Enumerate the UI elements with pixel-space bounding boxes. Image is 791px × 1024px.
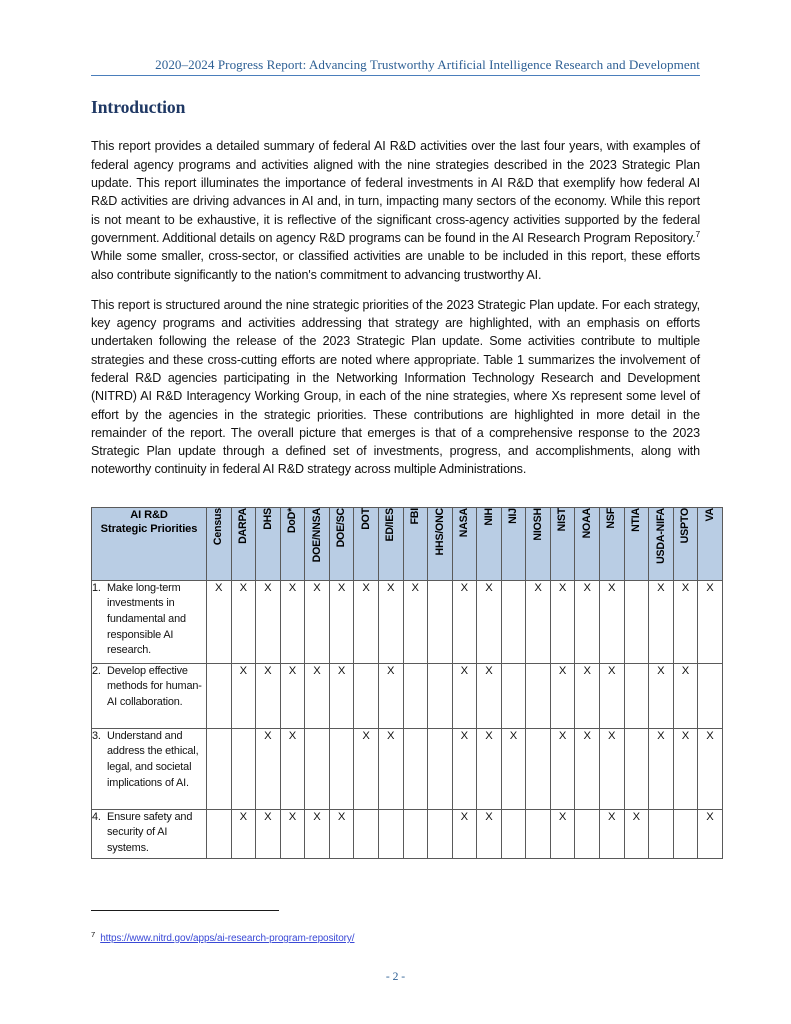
matrix-cell: X <box>550 580 575 663</box>
column-header-label: NIST <box>556 507 569 532</box>
column-header-label: DARPA <box>237 507 250 544</box>
column-header-uspto <box>673 507 698 580</box>
matrix-cell: X <box>280 728 305 809</box>
matrix-cell <box>207 728 232 809</box>
column-header-label: FBI <box>408 507 421 525</box>
priority-text: Understand and address the ethical, legal, and societal implications of AI. <box>107 729 199 789</box>
matrix-cell: X <box>575 728 600 809</box>
matrix-cell: X <box>305 663 330 728</box>
column-header-label: DOE/SC <box>335 507 348 548</box>
column-header-label: ED/IES <box>384 507 397 542</box>
matrix-cell: X <box>231 663 256 728</box>
column-header-label: DHS <box>261 507 274 530</box>
priority-number: 4. <box>92 810 101 823</box>
table-header-row <box>92 507 723 580</box>
table-row <box>92 728 723 809</box>
matrix-cell: X <box>600 809 625 858</box>
footnote-link[interactable]: https://www.nitrd.gov/apps/ai-research-program-repository/ <box>100 933 355 944</box>
corner-header-line-2: Strategic Priorities <box>100 523 198 536</box>
column-header-noaa <box>575 507 600 580</box>
matrix-cell <box>305 728 330 809</box>
matrix-cell: X <box>256 663 281 728</box>
matrix-cell: X <box>354 580 379 663</box>
priority-text: Ensure safety and security of AI systems. <box>107 810 193 854</box>
matrix-cell <box>624 663 649 728</box>
matrix-cell <box>624 728 649 809</box>
matrix-cell: X <box>280 809 305 858</box>
matrix-cell <box>207 663 232 728</box>
matrix-cell: X <box>649 728 674 809</box>
priority-label-cell <box>92 728 207 809</box>
matrix-cell <box>378 809 403 858</box>
matrix-cell: X <box>477 580 502 663</box>
matrix-cell <box>649 809 674 858</box>
page-title: Introduction <box>91 97 186 118</box>
priority-number: 2. <box>92 664 101 677</box>
column-header-hhs-onc <box>428 507 453 580</box>
column-header-usda-nifa <box>649 507 674 580</box>
matrix-cell: X <box>477 809 502 858</box>
matrix-cell: X <box>673 580 698 663</box>
table-header <box>92 507 723 580</box>
column-header-nsf <box>600 507 625 580</box>
matrix-cell: X <box>305 580 330 663</box>
matrix-cell: X <box>698 728 723 809</box>
matrix-cell: X <box>550 809 575 858</box>
matrix-cell: X <box>698 809 723 858</box>
matrix-cell: X <box>600 580 625 663</box>
footnote-number: 7 <box>91 929 96 939</box>
strategic-priorities-table <box>91 507 723 859</box>
intro-paragraph-1-text-a: This report provides a detailed summary of federal AI R&D activities over the last four years, with examples of federal agency programs and activities aligned with the nine strategies described in the 2023 Strategic Plan update. This report illuminates the importance of federal investments in AI R&D that exemplify how federal AI R&D activities are driving advances in AI and, in turn, impacting many sectors of the economy. While this report is not meant to be exhaustive, it is reflective of the significant cross-agency activities supported by the federal government. Additional details on agency R&D programs can be found in the AI Research Program Repository. <box>91 139 700 245</box>
table-body <box>92 580 723 858</box>
matrix-cell <box>354 809 379 858</box>
matrix-cell <box>501 809 526 858</box>
matrix-cell: X <box>452 728 477 809</box>
matrix-cell: X <box>280 663 305 728</box>
column-header-dot <box>354 507 379 580</box>
priority-text: Develop effective methods for human-AI collaboration. <box>107 664 202 708</box>
matrix-cell <box>428 663 453 728</box>
matrix-cell: X <box>256 809 281 858</box>
footnote-reference-marker[interactable]: 7 <box>695 228 700 239</box>
matrix-cell: X <box>378 728 403 809</box>
matrix-cell <box>624 580 649 663</box>
matrix-cell: X <box>526 580 551 663</box>
matrix-cell: X <box>403 580 428 663</box>
matrix-cell: X <box>673 663 698 728</box>
column-header-ntia <box>624 507 649 580</box>
column-header-label: HHS/ONC <box>433 507 446 556</box>
column-header-label: DOE/NNSA <box>310 507 323 563</box>
matrix-cell <box>501 580 526 663</box>
column-header-va <box>698 507 723 580</box>
matrix-cell <box>403 663 428 728</box>
matrix-cell <box>698 663 723 728</box>
matrix-cell <box>575 809 600 858</box>
column-header-niosh <box>526 507 551 580</box>
page-number: - 2 - <box>385 970 406 983</box>
table-row <box>92 809 723 858</box>
matrix-cell: X <box>305 809 330 858</box>
intro-paragraph-1 <box>91 137 700 283</box>
matrix-cell <box>428 580 453 663</box>
column-header-dhs <box>256 507 281 580</box>
matrix-cell: X <box>649 580 674 663</box>
table-corner-header <box>92 507 207 580</box>
matrix-cell: X <box>575 663 600 728</box>
column-header-label: NIOSH <box>531 507 544 541</box>
matrix-cell: X <box>329 580 354 663</box>
footnote-separator-rule <box>91 910 279 911</box>
matrix-cell: X <box>477 663 502 728</box>
column-header-nist <box>550 507 575 580</box>
matrix-cell: X <box>452 580 477 663</box>
table-row <box>92 580 723 663</box>
column-header-label: DOT <box>359 507 372 530</box>
matrix-cell <box>207 809 232 858</box>
column-header-label: NOAA <box>580 507 593 539</box>
column-header-nih <box>477 507 502 580</box>
intro-paragraph-1-text-b: While some smaller, cross-sector, or classified activities are unable to be included in this report, these efforts also contribute significantly to the nation's commitment to advancing trustworthy AI. <box>91 249 700 282</box>
matrix-cell <box>526 728 551 809</box>
column-header-census <box>207 507 232 580</box>
matrix-cell: X <box>600 728 625 809</box>
matrix-cell <box>526 809 551 858</box>
matrix-cell: X <box>452 809 477 858</box>
column-header-label: USPTO <box>679 507 692 544</box>
matrix-cell: X <box>673 728 698 809</box>
matrix-cell: X <box>624 809 649 858</box>
priority-label-cell <box>92 663 207 728</box>
matrix-cell <box>403 809 428 858</box>
matrix-cell: X <box>600 663 625 728</box>
matrix-cell <box>428 809 453 858</box>
matrix-cell: X <box>231 809 256 858</box>
column-header-label: USDA-NIFA <box>654 507 667 564</box>
priority-label-cell <box>92 580 207 663</box>
matrix-cell: X <box>452 663 477 728</box>
matrix-cell <box>526 663 551 728</box>
priority-number: 1. <box>92 581 101 594</box>
column-header-fbi <box>403 507 428 580</box>
matrix-cell <box>501 663 526 728</box>
column-header-label: NSF <box>605 507 618 529</box>
matrix-cell: X <box>256 728 281 809</box>
column-header-ed-ies <box>378 507 403 580</box>
column-header-label: NIH <box>482 507 495 526</box>
matrix-cell <box>673 809 698 858</box>
matrix-cell <box>354 663 379 728</box>
matrix-cell: X <box>231 580 256 663</box>
matrix-cell: X <box>501 728 526 809</box>
matrix-cell <box>403 728 428 809</box>
column-header-nasa <box>452 507 477 580</box>
matrix-cell: X <box>329 663 354 728</box>
matrix-cell: X <box>550 728 575 809</box>
column-header-darpa <box>231 507 256 580</box>
footnote-entry <box>91 929 700 944</box>
matrix-cell: X <box>280 580 305 663</box>
column-header-label: Census <box>212 507 225 545</box>
matrix-cell: X <box>207 580 232 663</box>
column-header-label: NIJ <box>507 507 520 524</box>
priority-label-cell <box>92 809 207 858</box>
column-header-label: NTIA <box>630 507 643 532</box>
matrix-cell: X <box>378 580 403 663</box>
column-header-label: VA <box>703 507 716 522</box>
matrix-cell <box>231 728 256 809</box>
column-header-doe-nnsa <box>305 507 330 580</box>
corner-header-line-1: AI R&D <box>130 508 168 521</box>
matrix-cell <box>428 728 453 809</box>
priority-text: Make long-term investments in fundamental and responsible AI research. <box>107 581 186 657</box>
table-row <box>92 663 723 728</box>
column-header-nij <box>501 507 526 580</box>
matrix-cell <box>329 728 354 809</box>
matrix-cell: X <box>698 580 723 663</box>
column-header-label: DoD* <box>286 507 299 533</box>
matrix-cell: X <box>354 728 379 809</box>
matrix-cell: X <box>329 809 354 858</box>
footnote-area <box>91 910 700 944</box>
column-header-doe-sc <box>329 507 354 580</box>
priority-number: 3. <box>92 729 101 742</box>
matrix-cell: X <box>575 580 600 663</box>
column-header-dod <box>280 507 305 580</box>
intro-paragraph-2: This report is structured around the nine strategic priorities of the 2023 Strategic Plan update. For each strategy, key agency programs and activities addressing that strategy are highlighted, with an emphasis on efforts undertaken following the release of the 2023 Strategic Plan update. Some activities contribute to multiple strategies and these cross-cutting efforts are noted where appropriate. Table 1 summarizes the involvement of federal R&D agencies participating in the Networking Information Technology Research and Development (NITRD) AI R&D Interagency Working Group, in each of the nine strategies, where Xs represent some level of effort by the agencies in the strategic priorities. These contributions are highlighted in more detail in the remainder of the report. The overall picture that emerges is that of a comprehensive response to the 2023 Strategic Plan update through a defined set of investments, progress, and accomplishments, along with noteworthy continuity in federal AI R&D strategy across multiple Administrations. <box>91 297 700 477</box>
running-head: 2020–2024 Progress Report: Advancing Trustworthy Artificial Intelligence Research and Development <box>91 57 700 76</box>
page-content <box>91 0 716 859</box>
strategic-priorities-table-wrapper <box>91 507 716 859</box>
matrix-cell: X <box>649 663 674 728</box>
matrix-cell: X <box>256 580 281 663</box>
column-header-label: NASA <box>458 507 471 537</box>
matrix-cell: X <box>378 663 403 728</box>
matrix-cell: X <box>550 663 575 728</box>
matrix-cell: X <box>477 728 502 809</box>
